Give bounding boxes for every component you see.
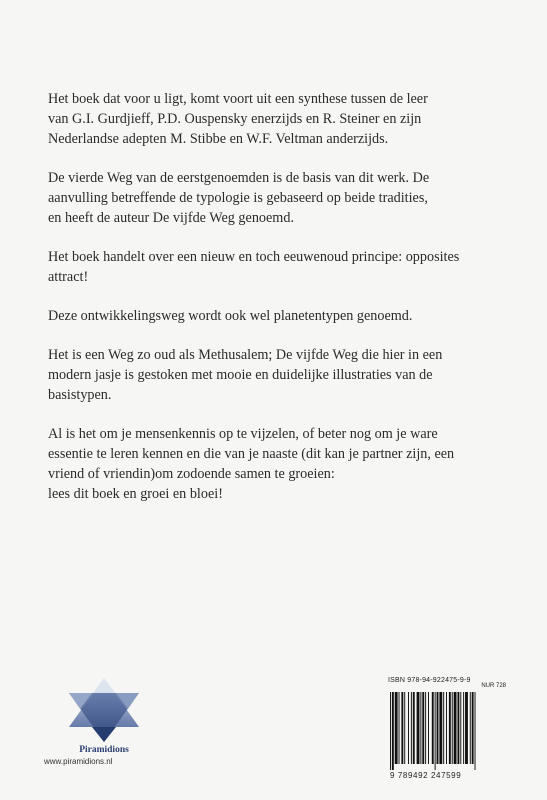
barcode-bar <box>435 692 436 770</box>
barcode-bar <box>411 692 412 764</box>
isbn-block <box>388 677 510 780</box>
barcode-bar <box>457 692 459 764</box>
barcode-bar <box>425 692 426 764</box>
barcode-bar <box>463 692 464 764</box>
barcode-bar <box>420 692 421 764</box>
barcode-bar <box>475 692 476 770</box>
barcode-bar <box>465 692 468 764</box>
barcode-bar <box>390 692 391 770</box>
barcode-bar <box>470 692 471 764</box>
paragraph-2 <box>48 168 504 228</box>
paragraph-line: vriend of vriendin)om zodoende samen te groeien: <box>48 466 335 482</box>
barcode-bar <box>454 692 457 764</box>
paragraph-line: Het is een Weg zo oud als Methusalem; De vijfde Weg die hier in een <box>48 347 443 363</box>
paragraph-4 <box>48 306 504 326</box>
barcode-bar <box>417 692 420 764</box>
paragraph-line: De vierde Weg van de eerstgenoemden is de basis van dit werk. De <box>48 170 430 186</box>
star-of-david-icon <box>67 676 141 744</box>
paragraph-line: Het boek dat voor u ligt, komt voort uit een synthese tussen de leer <box>48 91 428 107</box>
barcode-bar <box>395 692 398 764</box>
barcode-bar <box>432 692 434 764</box>
paragraph-line: Al is het om je mensenkennis op te vijzelen, of beter nog om je ware <box>48 426 438 442</box>
barcode-bar <box>449 692 451 764</box>
paragraph-line: lees dit boek en groei en bloei! <box>48 486 223 502</box>
publisher-logo <box>58 676 150 755</box>
barcode-bar <box>413 692 415 764</box>
barcode-bar <box>439 692 442 764</box>
paragraph-3 <box>48 247 504 287</box>
paragraph-line: essentie te leren kennen en die van je naaste (dit kan je partner zijn, een <box>48 446 455 462</box>
publisher-name: Piramidions <box>79 745 129 755</box>
paragraph-line: van G.I. Gurdjieff, P.D. Ouspensky enerzijds en R. Steiner en zijn <box>48 111 422 127</box>
barcode-bar <box>472 692 474 764</box>
paragraph-5 <box>48 345 504 405</box>
barcode-bar <box>408 692 409 764</box>
barcode-bar <box>460 692 461 764</box>
barcode-bar <box>422 692 424 764</box>
paragraph-line: attract! <box>48 269 89 285</box>
barcode-bar <box>428 692 429 764</box>
barcode-bar <box>401 692 403 764</box>
paragraph-line: Het boek handelt over een nieuw en toch eeuwenoud principe: opposites <box>48 249 460 265</box>
isbn-label: ISBN 978-94-922475-9-9 <box>388 677 471 684</box>
paragraph-line: basistypen. <box>48 387 112 403</box>
barcode <box>388 692 508 770</box>
paragraph-line: Nederlandse adepten M. Stibbe en W.F. Veltman anderzijds. <box>48 131 389 147</box>
barcode-bar <box>404 692 405 764</box>
paragraph-6 <box>48 424 504 504</box>
paragraph-line: aanvulling betreffende de typologie is gebaseerd op beide tradities, <box>48 190 428 206</box>
nur-code: NUR 728 <box>481 683 506 689</box>
paragraph-line: Deze ontwikkelingsweg wordt ook wel planetentypen genoemd. <box>48 308 413 324</box>
barcode-bar <box>446 692 447 764</box>
barcode-bar <box>452 692 453 764</box>
barcode-bar <box>392 692 394 770</box>
paragraph-line: en heeft de auteur De vijfde Weg genoemd. <box>48 210 294 226</box>
paragraph-line: modern jasje is gestoken met mooie en duidelijke illustraties van de <box>48 367 433 383</box>
blurb-text <box>48 89 504 523</box>
paragraph-1 <box>48 89 504 149</box>
barcode-bar <box>443 692 444 764</box>
barcode-bar <box>437 692 439 764</box>
publisher-website[interactable]: www.piramidions.nl <box>44 757 113 766</box>
barcode-bar <box>399 692 400 764</box>
barcode-number: 9 789492 247599 <box>390 771 462 780</box>
